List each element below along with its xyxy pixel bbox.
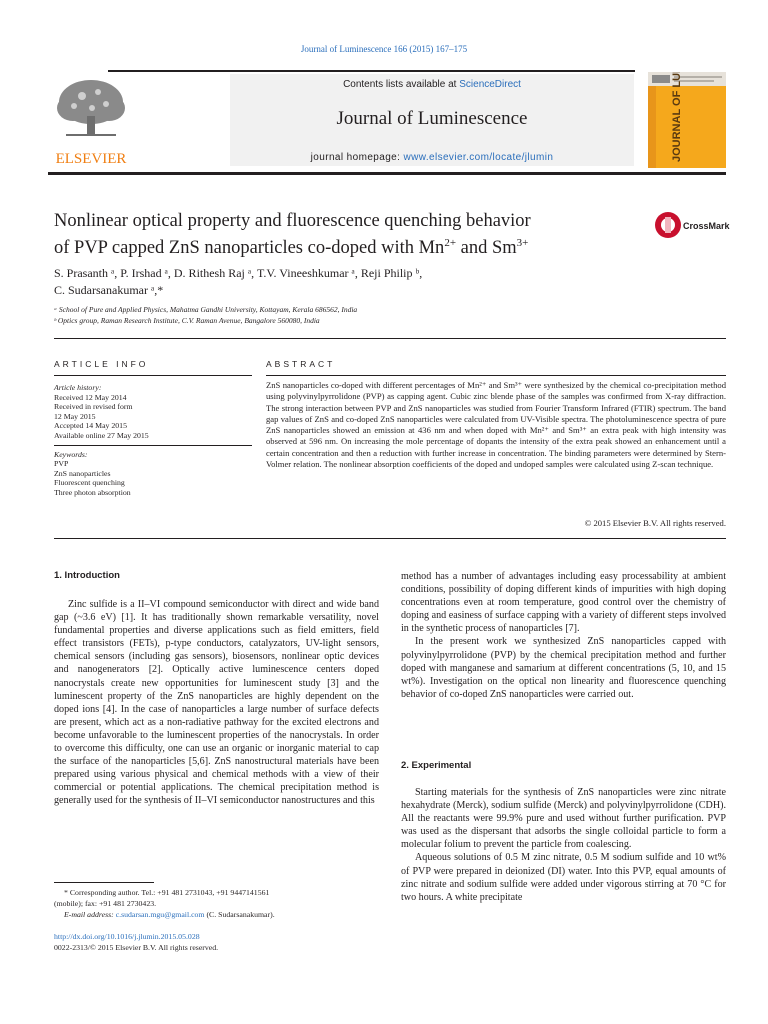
paragraph: Aqueous solutions of 0.5 M zinc nitrate, 0.5 M sodium sulfide and 10 wt% of PVP were prepared in deionized (DI) water. Into this PVP, equal amounts of zinc nitrate and sodium sulfide were added under vigorous stirring at 70 °C for two hours. A white precipitate (401, 852, 726, 903)
author-list (54, 265, 674, 299)
section-heading-experimental: 2. Experimental (401, 760, 472, 771)
authors-line-1[interactable]: S. Prasanth ᵃ, P. Irshad ᵃ, D. Rithesh Raj ᵃ, T.V. Vineeshkumar ᵃ, Reji Philip ᵇ, (54, 266, 423, 280)
footnote-rule (54, 882, 154, 883)
elsevier-tree-icon (48, 74, 134, 166)
header-bottom-rule (48, 172, 726, 175)
article-info-rule (54, 375, 252, 376)
contents-line (230, 79, 634, 90)
crossmark-label: CrossMark (683, 221, 730, 231)
right-column-body (401, 570, 726, 701)
article-title (54, 210, 634, 259)
abstract-heading: ABSTRACT (266, 359, 336, 369)
email-link[interactable]: c.sudarsan.mgu@gmail.com (115, 910, 205, 919)
divider-rule (54, 338, 726, 339)
history-item: Accepted 14 May 2015 (54, 421, 127, 431)
abstract-copyright: © 2015 Elsevier B.V. All rights reserved. (584, 518, 726, 528)
abstract-rule (266, 375, 726, 376)
history-item: Received in revised form (54, 402, 133, 412)
header-top-rule (108, 70, 635, 72)
history-item: Received 12 May 2014 (54, 392, 127, 402)
footnote-line-1: * Corresponding author. Tel.: +91 481 2731043, +91 9447141561 (64, 888, 270, 897)
history-label: Article history: (54, 383, 102, 392)
cover-title: JOURNAL OF LUMINESCENCE (671, 72, 683, 162)
keyword-item[interactable]: ZnS nanoparticles (54, 468, 111, 478)
elsevier-logo[interactable] (48, 74, 134, 166)
footnote-line-2: (mobile); fax: +91 481 2730423. (54, 899, 157, 908)
experimental-body (401, 786, 726, 904)
section-heading-introduction: 1. Introduction (54, 570, 120, 581)
doi-block (54, 931, 379, 953)
journal-cover-image[interactable] (648, 72, 726, 168)
introduction-body (54, 598, 379, 808)
contents-prefix: Contents lists available at (343, 79, 460, 90)
affiliation-b: ᵇ Optics group, Raman Research Institute, C.V. Raman Avenue, Bangalore 560080, India (54, 316, 320, 325)
article-info (54, 383, 252, 498)
abstract-text: ZnS nanoparticles co-doped with different percentages of Mn²⁺ and Sm³⁺ were synthesized by the chemical co-precipitation method using polyvinylpyrrolidone (PVP) as capping agent. Cubic zinc blende phase of the samples was confirmed from X-ray diffraction. The strong interaction between PVP and ZnS nanoparticles was studied from Fourier Transform Infrared (FTIR) spectrum. The band gap values of ZnS and co-doped ZnS nanoparticles were calculated from UV-Visible spectra. The photoluminescence spectra of pure ZnS nanoparticles showed an emission at 436 nm and when doped with Mn²⁺ and Sm³⁺ an extra peak with high intensity was observed at 596 nm. On increasing the mole percentage of dopants the intensity of the extra peak showed an enhancement until a certain concentration and then a reduction with further increase in concentration. The binding parameters were determined by Stern-Volmer relation. The nonlinear absorption coefficients of the doped and undoped samples were calculated using Z-scan technique. (266, 380, 726, 470)
homepage-link[interactable]: www.elsevier.com/locate/jlumin (403, 152, 554, 163)
journal-reference[interactable]: Journal of Luminescence 166 (2015) 167–175 (300, 44, 468, 54)
paragraph: Starting materials for the synthesis of ZnS nanoparticles were zinc nitrate hexahydrate (Merck), sodium sulfide (Merck) and polyvinylpyrrolidone (CDH). All the reactants were 99.9% pure and used without further purification. PVP was used as the dispersant that adsorbs the single colloidal particle to form a molecular folium to prevent the particle from coalescing. (401, 787, 726, 851)
divider-rule (54, 538, 726, 539)
keyword-item[interactable]: Three photon absorption (54, 487, 131, 497)
keyword-item[interactable]: PVP (54, 459, 69, 469)
authors-line-2[interactable]: C. Sudarsanakumar ᵃ,* (54, 283, 164, 297)
sciencedirect-link[interactable]: ScienceDirect (459, 79, 521, 90)
homepage-prefix: journal homepage: (310, 152, 404, 163)
paragraph: Zinc sulfide is a II–VI compound semiconductor with direct and wide band gap (~3.6 eV) [1]. It has traditionally shown remarkable versatility, novel fundamental properties and diverse applications such as field emitters, field effect transistors (FETs), p-type conductors, catalyzators, UV-light sensors, chemical sensors (including gas sensors), biosensors, nonlinear optic devices and nanogenerators [2]. Optically active luminescence centers doped nanocrystals create new opportunities for luminescent study [3] and the luminescent property of the ZnS nanoparticles are highly dependent on the doped ions [4]. In the case of nanoparticles a large number of surface defects are present, which act as a non-radiative pathway for the excited electrons and become unfavorable to the luminescent properties of the nanocrystals. In order to overcome this difficulty, one can use an organic or inorganic material to cap the surface of the nanoparticles [5,6]. ZnS nanostructural materials have been prepared using various physical and chemical methods with a view of their commercial or potential applications. The chemical precipitation method is generally used for the synthesis of II–VI semiconductor nanostructures and this (54, 599, 379, 807)
email-suffix: (C. Sudarsanakumar). (204, 910, 275, 919)
paragraph: method has a number of advantages including easy processability at ambient conditions, possibility of doping different kinds of impurities with high doping concentrations even at room temperature, good control over the chemistry of doping and easiness of surface capping with a variety of different steps involved in the synthetic process of nanoparticles [7]. (401, 571, 726, 635)
affiliations (54, 304, 674, 326)
affiliation-a: ᵃ School of Pure and Applied Physics, Mahatma Gandhi University, Kottayam, Kerala 686562, India (54, 305, 358, 314)
title-line-2: of PVP capped ZnS nanoparticles co-doped with $Mn^{2+}$ and $Sm^{3+}$ (54, 237, 529, 259)
keywords-label: Keywords: (54, 449, 88, 459)
crossmark-button[interactable] (653, 208, 733, 244)
email-label: E-mail address: (64, 910, 116, 919)
history-item: 12 May 2015 (54, 411, 96, 421)
article-info-heading: ARTICLE INFO (54, 359, 149, 369)
keywords-divider (54, 445, 252, 446)
corresponding-author-footnote (54, 887, 379, 920)
issn-line: 0022-2313/© 2015 Elsevier B.V. All rights reserved. (54, 943, 219, 952)
history-item: Available online 27 May 2015 (54, 430, 149, 440)
elsevier-wordmark: ELSEVIER (55, 151, 127, 166)
keyword-item[interactable]: Fluorescent quenching (54, 478, 125, 488)
doi-link[interactable]: http://dx.doi.org/10.1016/j.jlumin.2015.05.028 (54, 932, 200, 941)
journal-title: Journal of Luminescence (336, 108, 528, 129)
journal-homepage (230, 152, 634, 163)
title-line-1: Nonlinear optical property and fluorescence quenching behavior (54, 211, 531, 231)
paragraph: In the present work we synthesized ZnS nanoparticles capped with polyvinylpyrrolidone (PVP) by the chemical precipitation method and further doped with manganese and samarium at different concentrations (5, 10, and 15 wt%). Investigation on the optical non linearity and fluorescence quenching behavior of co-doped ZnS nanoparticles were carried out. (401, 636, 726, 700)
